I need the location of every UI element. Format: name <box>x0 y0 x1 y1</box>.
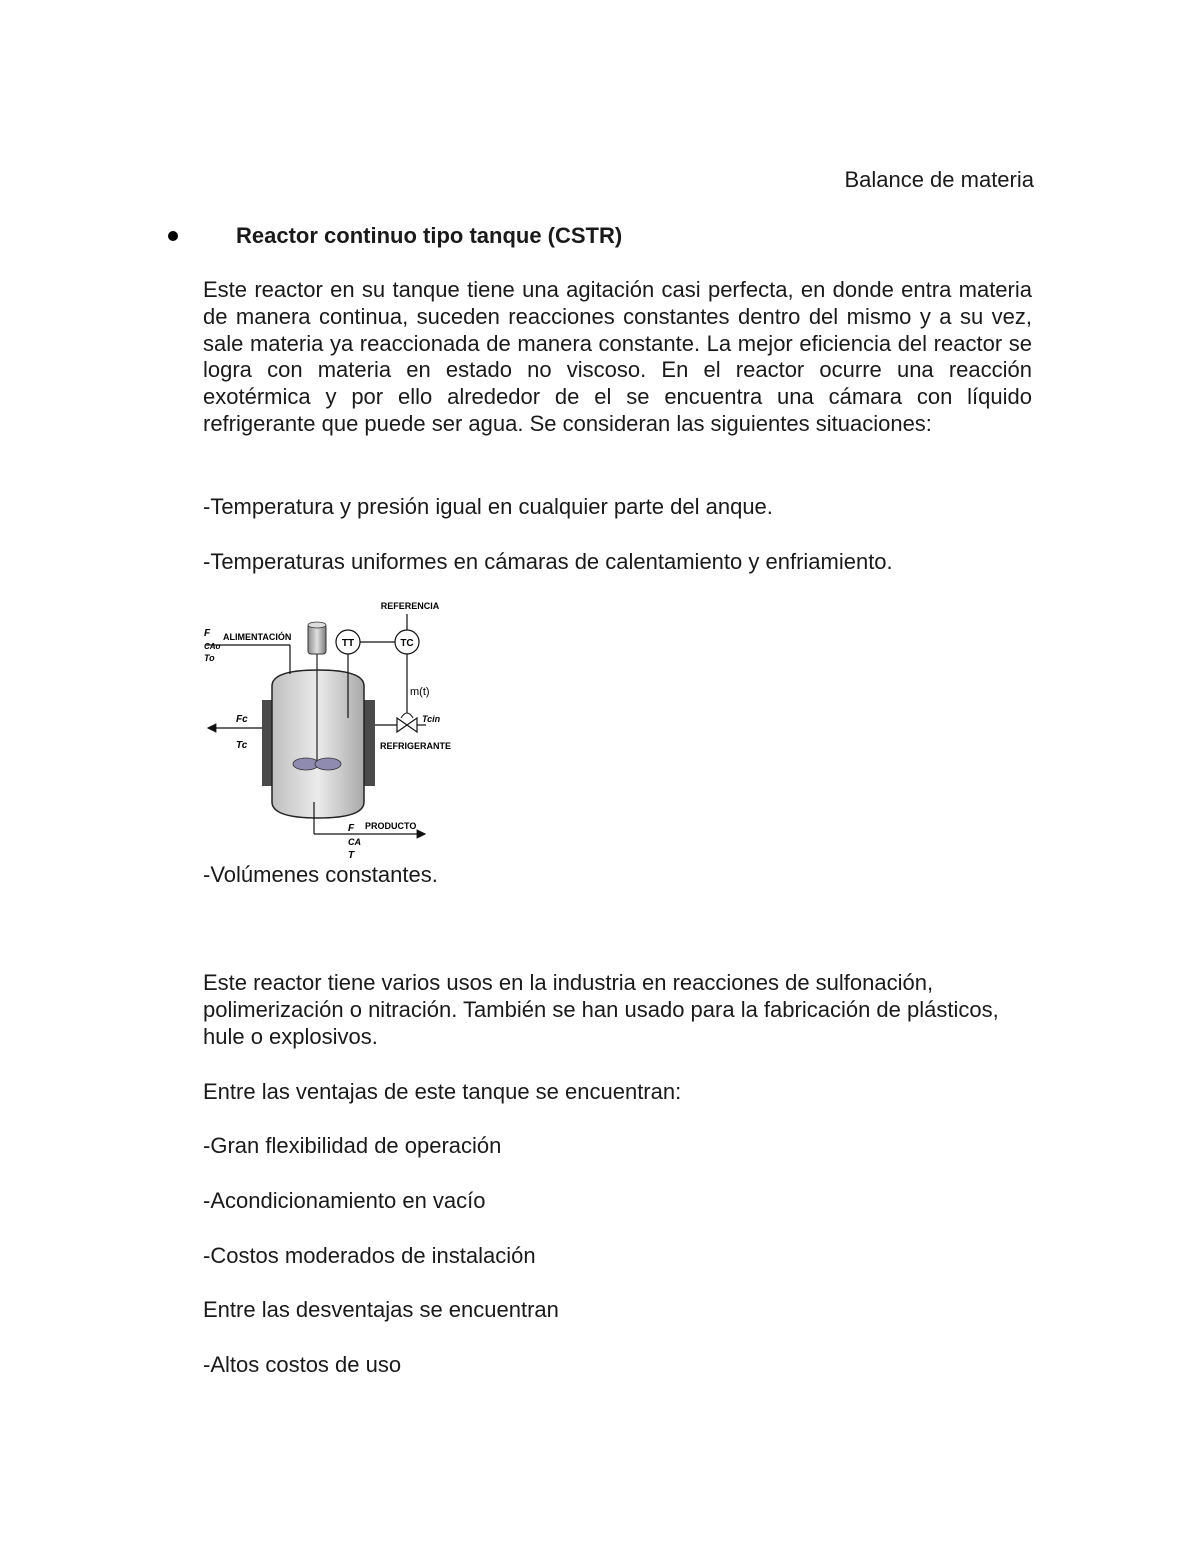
cooling-jacket-right <box>364 700 375 786</box>
advantage-item: -Gran flexibilidad de operación <box>203 1133 502 1158</box>
refrigerante-label: REFRIGERANTE <box>380 741 452 751</box>
page-header-title: Balance de materia <box>844 167 1034 192</box>
condition-item: -Volúmenes constantes. <box>203 862 438 887</box>
section-heading: Reactor continuo tipo tanque (CSTR) <box>236 223 623 248</box>
agitator-motor <box>308 624 326 654</box>
producto-label: PRODUCTO <box>365 821 417 831</box>
mt-label: m(t) <box>410 686 430 698</box>
advantage-item: -Costos moderados de instalación <box>203 1243 536 1268</box>
uses-paragraph: Este reactor tiene varios usos en la industria en reacciones de sulfonación, polimerización o nitración. También se han usado para la fabricación de plásticos, hule o explosivos. <box>203 970 999 1049</box>
disadvantages-intro: Entre las desventajas se encuentran <box>203 1297 559 1322</box>
tc-out-label: Tc <box>236 740 248 751</box>
prod-t-label: T <box>348 850 355 861</box>
fc-label: Fc <box>236 714 248 725</box>
reactor-tank <box>272 670 364 818</box>
tcin-label: Tcin <box>422 714 441 724</box>
feed-t-label: To <box>204 653 215 663</box>
tt-label: TT <box>341 638 355 649</box>
prod-ca-label: CA <box>348 837 361 847</box>
intro-paragraph: Este reactor en su tanque tiene una agitación casi perfecta, en donde entra materia de manera continua, suceden reacciones constantes dentro del mismo y a su vez, sale materia ya reaccionada de manera constante. La mejor eficiencia del reactor se logra con materia en estado no viscoso. En el reactor ocurre una reacción exotérmica y por ello alrededor de el se encuentra una cámara con líquido refrigerante que puede ser agua. Se consideran las siguientes situaciones: <box>203 277 1032 436</box>
tc-label: TC <box>400 638 414 649</box>
control-valve-icon <box>397 718 417 732</box>
advantages-intro: Entre las ventajas de este tanque se encuentran: <box>203 1079 682 1104</box>
cstr-diagram <box>200 594 470 862</box>
bullet-icon <box>168 231 178 241</box>
alimentacion-label: ALIMENTACIÓN <box>223 632 292 642</box>
advantage-item: -Acondicionamiento en vacío <box>203 1188 486 1213</box>
feed-ca-label: CAo <box>204 642 221 651</box>
referencia-label: REFERENCIA <box>380 601 440 611</box>
prod-f-label: F <box>348 823 355 834</box>
condition-item: -Temperaturas uniformes en cámaras de calentamiento y enfriamiento. <box>203 549 893 574</box>
disadvantage-item: -Altos costos de uso <box>203 1352 402 1377</box>
condition-item: -Temperatura y presión igual en cualquier parte del anque. <box>203 494 773 519</box>
feed-f-label: F <box>204 628 211 639</box>
